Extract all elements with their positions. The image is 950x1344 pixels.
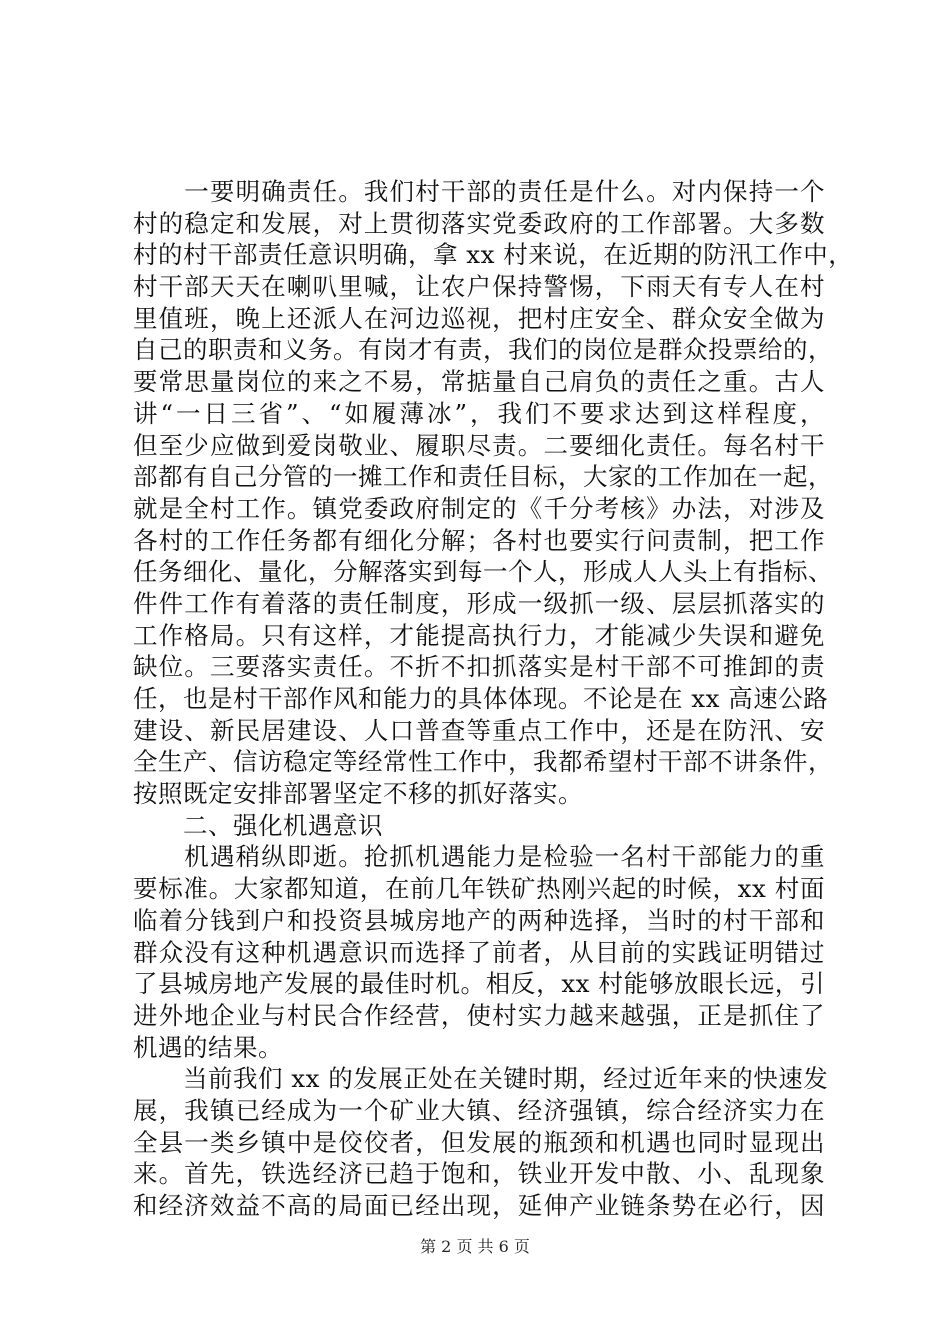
text-line: 按照既定安排部署坚定不移的抓好落实。: [133, 779, 583, 809]
text-line: 部都有自己分管的一摊工作和责任目标，大家的工作加在一起，: [133, 462, 833, 492]
text-line: 和经济效益不高的局面已经出现，延伸产业链条势在必行，因: [133, 1191, 825, 1220]
text-line: 村的村干部责任意识明确，拿 xx 村来说，在近期的防汛工作中，: [133, 240, 854, 270]
text-line: 当前我们 xx 的发展正处在关键时期，经过近年来的快速发: [133, 1064, 829, 1094]
text-line: 要常思量岗位的来之不易，常掂量自己肩负的责任之重。古人: [133, 367, 825, 397]
text-line: 缺位。三要落实责任。不折不扣抓落实是村干部不可推卸的责: [133, 652, 825, 682]
text-line: 件件工作有着落的责任制度，形成一级抓一级、层层抓落实的: [133, 588, 825, 618]
text-line: 里值班，晚上还派人在河边巡视，把村庄安全、群众安全做为: [133, 303, 825, 333]
text-line: 就是全村工作。镇党委政府制定的《千分考核》办法，对涉及: [133, 493, 825, 523]
text-line: 来。首先，铁选经济已趋于饱和，铁业开发中散、小、乱现象: [133, 1159, 825, 1189]
text-line: 要标准。大家都知道，在前几年铁矿热刚兴起的时候，xx 村面: [133, 874, 825, 904]
text-line: 村干部天天在喇叭里喊，让农户保持警惕，下雨天有专人在村: [133, 272, 825, 302]
text-line: 机遇稍纵即逝。抢抓机遇能力是检验一名村干部能力的重: [133, 842, 825, 872]
text-line: 建设、新民居建设、人口普查等重点工作中，还是在防汛、安: [133, 715, 825, 745]
text-line: 了县城房地产发展的最佳时机。相反，xx 村能够放眼长远，引: [133, 969, 825, 999]
text-line: 任，也是村干部作风和能力的具体体现。不论是在 xx 高速公路: [133, 684, 829, 713]
document-body: [133, 176, 854, 1222]
text-line: 展，我镇已经成为一个矿业大镇、经济强镇，综合经济实力在: [133, 1095, 825, 1125]
text-line: 村的稳定和发展，对上贯彻落实党委政府的工作部署。大多数: [133, 208, 825, 238]
text-line: 任务细化、量化，分解落实到每一个人，形成人人头上有指标、: [133, 557, 833, 587]
text-line: 全生产、信访稳定等经常性工作中，我都希望村干部不讲条件，: [133, 747, 833, 777]
text-line: 机遇的结果。: [133, 1032, 283, 1062]
text-line: 群众没有这种机遇意识而选择了前者，从目前的实践证明错过: [133, 937, 825, 967]
text-line: 一要明确责任。我们村干部的责任是什么。对内保持一个: [133, 177, 825, 206]
text-line: 工作格局。只有这样，才能提高执行力，才能减少失误和避免: [133, 620, 825, 650]
text-line: 临着分钱到户和投资县城房地产的两种选择，当时的村干部和: [133, 905, 825, 935]
page-footer: 第 2 页 共 6 页: [420, 1237, 530, 1256]
text-line: 自己的职责和义务。有岗才有责，我们的岗位是群众投票给的，: [133, 335, 833, 365]
text-line: 二、强化机遇意识: [133, 810, 383, 840]
text-line: 讲“一日三省”、“如履薄冰”，我们不要求达到这样程度，: [133, 398, 825, 428]
text-line: 全县一类乡镇中是佼佼者，但发展的瓶颈和机遇也同时显现出: [133, 1127, 825, 1157]
text-line: 进外地企业与村民合作经营，使村实力越来越强，正是抓住了: [133, 1000, 825, 1030]
text-line: 但至少应做到爱岗敬业、履职尽责。二要细化责任。每名村干: [133, 430, 825, 460]
text-line: 各村的工作任务都有细化分解；各村也要实行问责制，把工作: [133, 525, 825, 555]
